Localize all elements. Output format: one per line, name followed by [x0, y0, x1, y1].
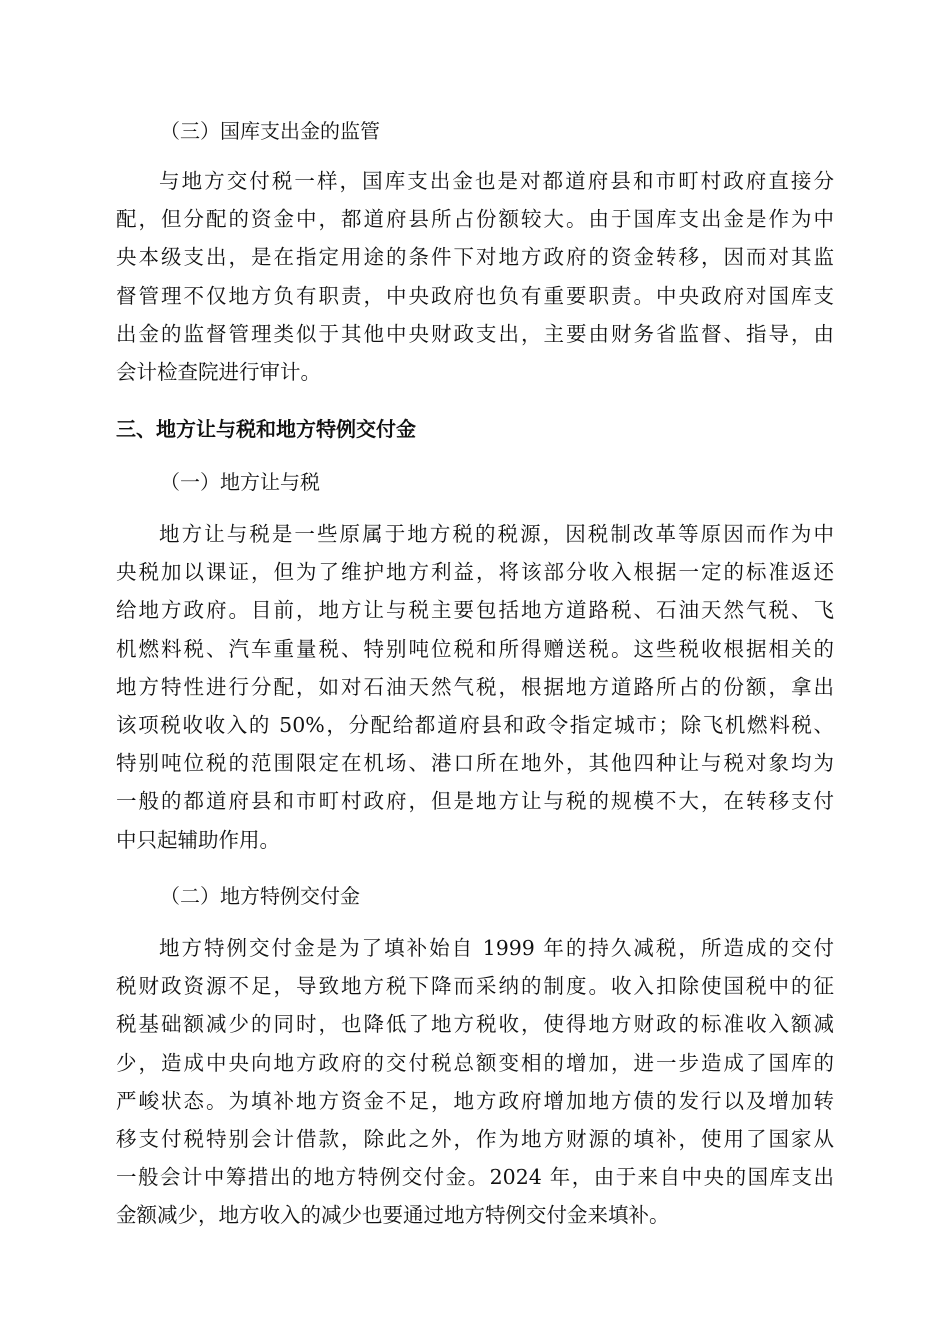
paragraph-line: 税基础额减少的同时，也降低了地方税收，使得地方财政的标准收入额减: [116, 1012, 834, 1037]
subsection-title-treasury-supervision: （三）国库支出金的监管: [160, 119, 380, 143]
paragraph-line: 督管理不仅地方负有职责，中央政府也负有重要职责。中央政府对国库支: [116, 283, 834, 308]
paragraph-line: 地方让与税是一些原属于地方税的税源，因税制改革等原因而作为中: [159, 522, 834, 546]
paragraph-line: 税财政资源不足，导致地方税下降而采纳的制度。收入扣除使国税中的征: [116, 974, 834, 999]
paragraph-line: 地方特性进行分配，如对石油天然气税，根据地方道路所占的份额，拿出: [116, 674, 834, 699]
paragraph-line: 给地方政府。目前，地方让与税主要包括地方道路税、石油天然气税、飞: [116, 598, 834, 623]
paragraph-line: 一般的都道府县和市町村政府，但是地方让与税的规模不大，在转移支付: [116, 789, 834, 814]
paragraph-line: 少，造成中央向地方政府的交付税总额变相的增加，进一步造成了国库的: [116, 1050, 834, 1075]
paragraph-line: 配，但分配的资金中，都道府县所占份额较大。由于国库支出金是作为中: [116, 207, 834, 232]
paragraph-line: 与地方交付税一样，国库支出金也是对都道府县和市町村政府直接分: [159, 169, 834, 193]
section-title-transfer-tax: 三、地方让与税和地方特例交付金: [116, 417, 416, 441]
paragraph-line: 金额减少，地方收入的减少也要通过地方特例交付金来填补。: [116, 1203, 670, 1228]
paragraph-local-transfer-tax: [116, 515, 834, 859]
paragraph-line: 一般会计中筹措出的地方特例交付金。2024 年，由于来自中央的国库支出: [116, 1165, 834, 1190]
paragraph-line: 地方特例交付金是为了填补始自 1999 年的持久减税，所造成的交付: [159, 936, 834, 960]
paragraph-line: 央税加以课证，但为了维护地方利益，将该部分收入根据一定的标准返还: [116, 560, 834, 585]
paragraph-line: 中只起辅助作用。: [116, 827, 280, 852]
paragraph-special-grant: [116, 929, 834, 1235]
paragraph-line: 机燃料税、汽车重量税、特别吨位税和所得赠送税。这些税收根据相关的: [116, 636, 834, 661]
paragraph-treasury-supervision: [116, 162, 834, 391]
subsection-title-special-grant: （二）地方特例交付金: [160, 884, 360, 908]
paragraph-line: 该项税收收入的 50%，分配给都道府县和政令指定城市；除飞机燃料税、: [116, 712, 834, 737]
paragraph-line: 移支付税特别会计借款，除此之外，作为地方财源的填补，使用了国家从: [116, 1126, 834, 1151]
paragraph-line: 特别吨位税的范围限定在机场、港口所在地外，其他四种让与税对象均为: [116, 751, 834, 776]
paragraph-line: 严峻状态。为填补地方资金不足，地方政府增加地方债的发行以及增加转: [116, 1088, 834, 1113]
paragraph-line: 出金的监督管理类似于其他中央财政支出，主要由财务省监督、指导，由: [116, 321, 834, 346]
paragraph-line: 会计检查院进行审计。: [116, 359, 321, 384]
paragraph-line: 央本级支出，是在指定用途的条件下对地方政府的资金转移，因而对其监: [116, 245, 834, 270]
subsection-title-local-transfer-tax: （一）地方让与税: [160, 470, 320, 494]
